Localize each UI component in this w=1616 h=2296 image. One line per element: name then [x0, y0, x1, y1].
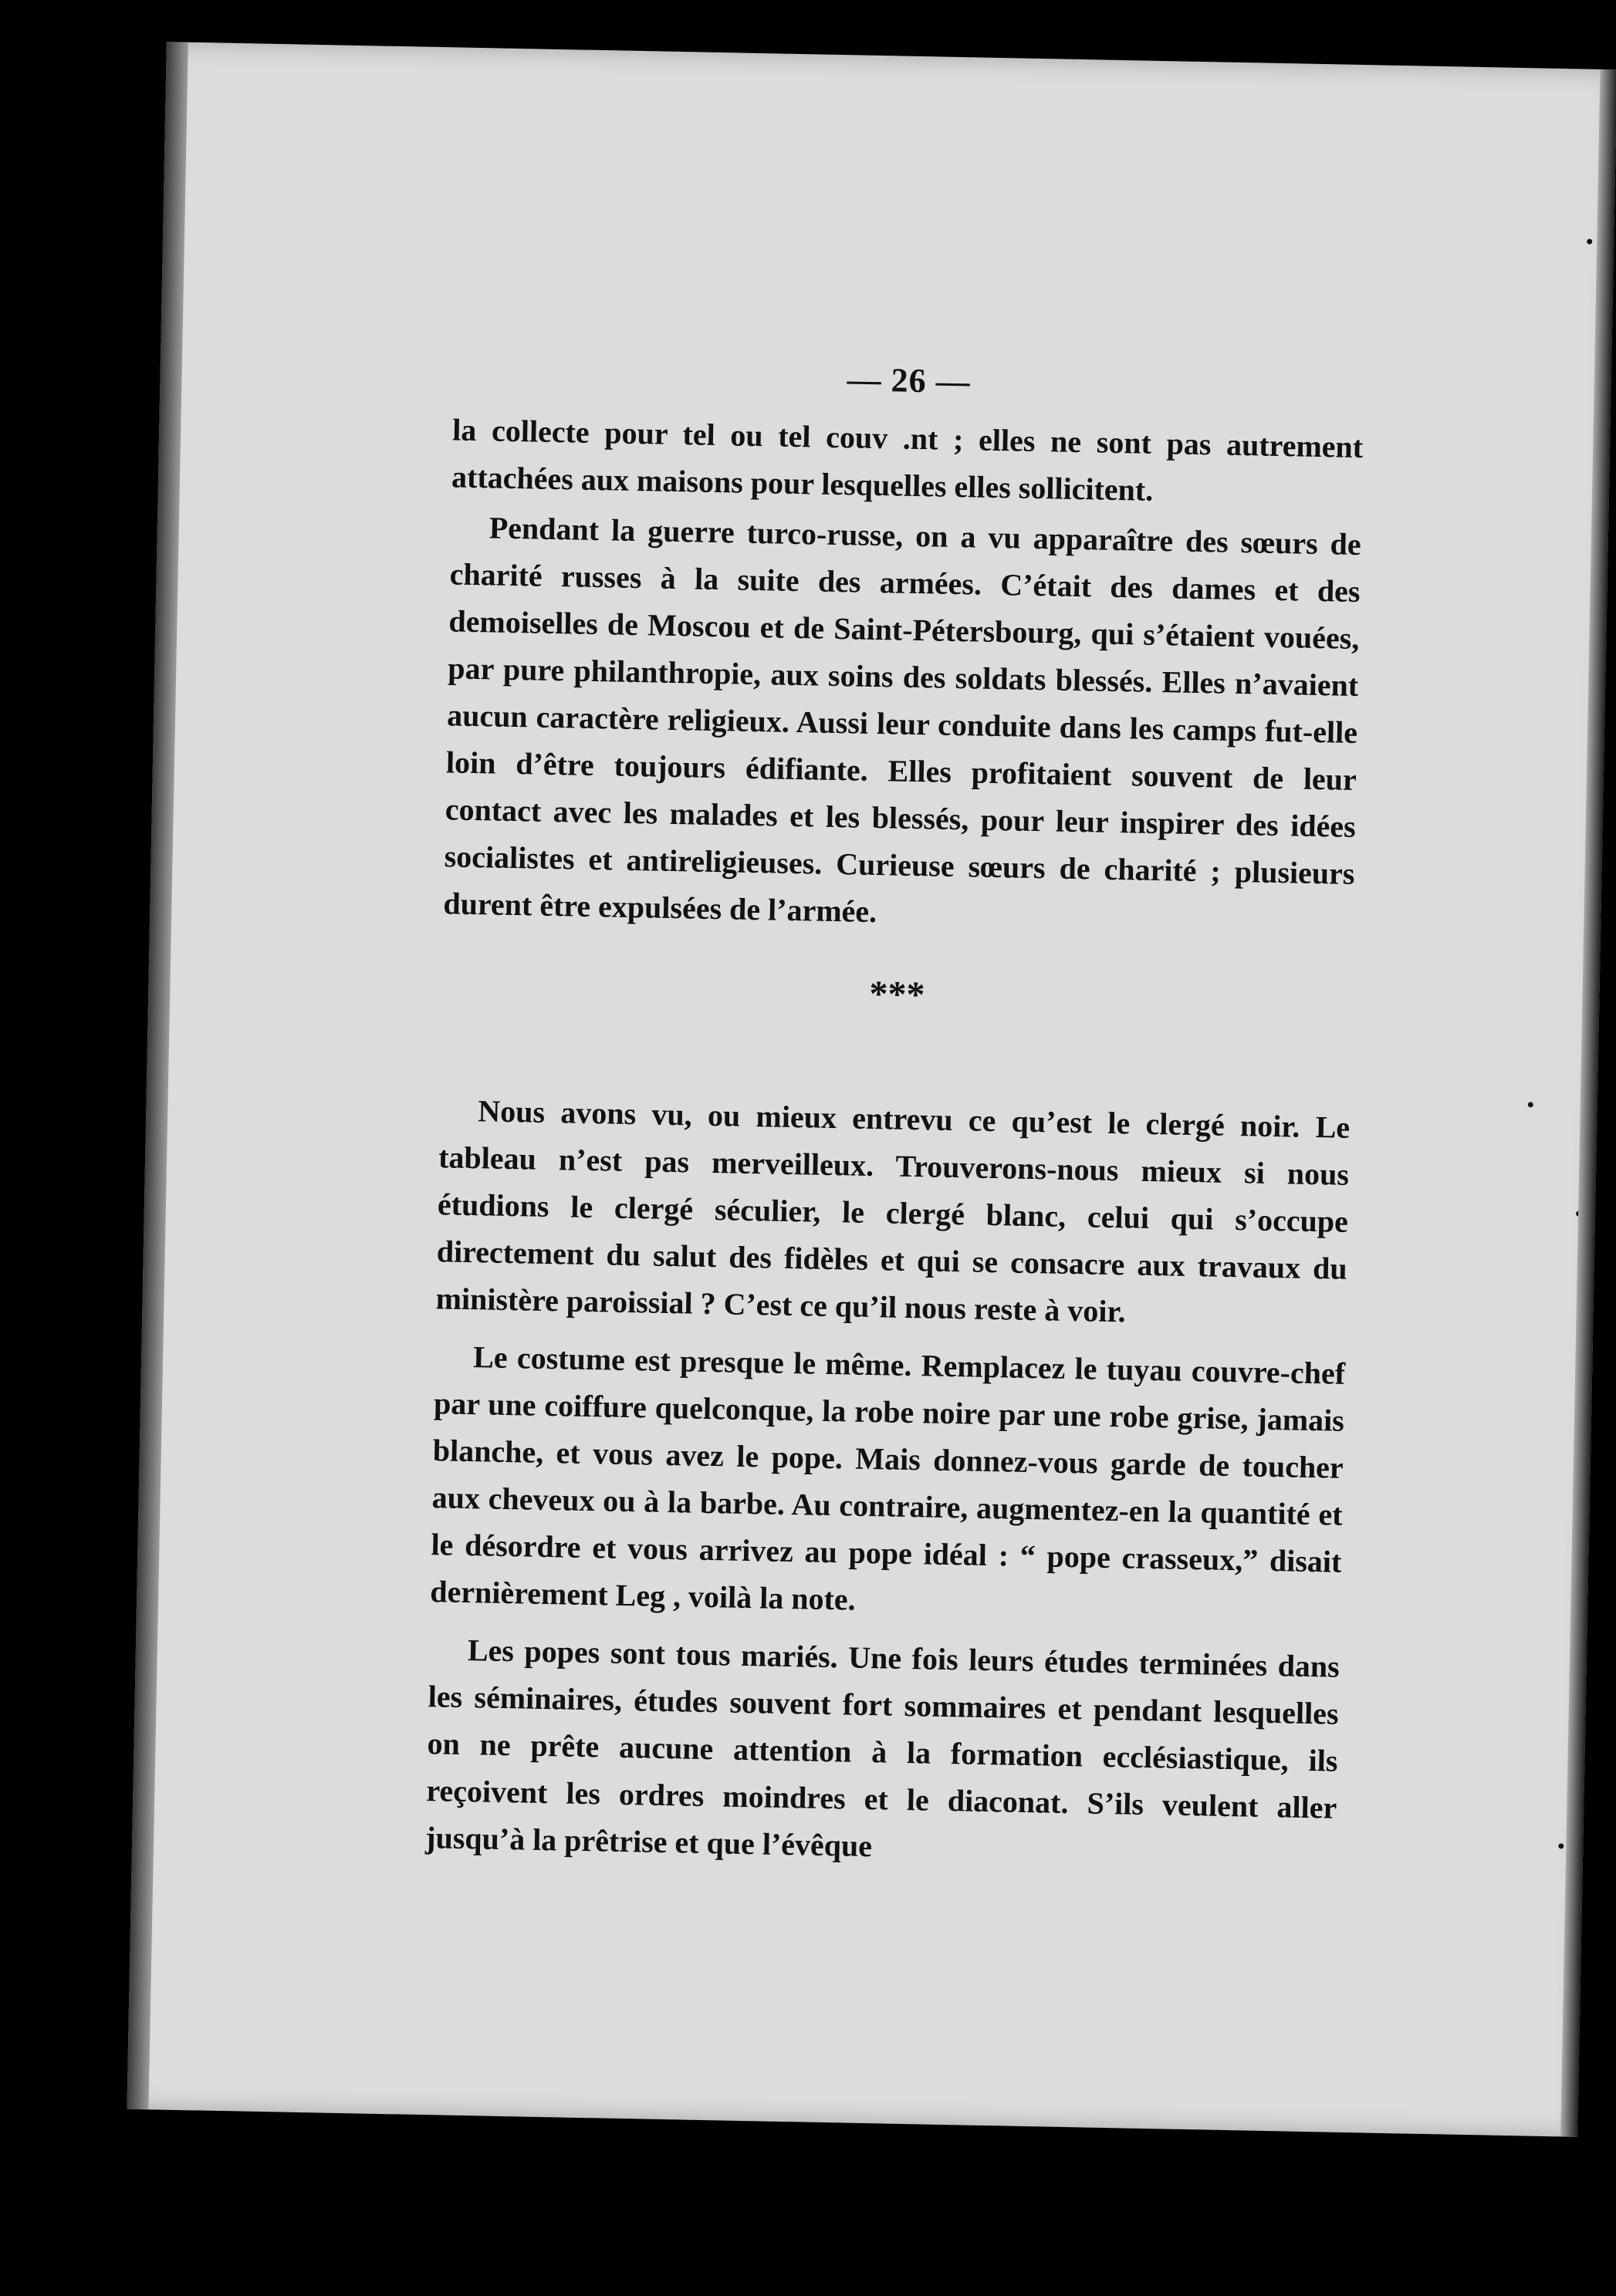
paragraph: la collecte pour tel ou tel couv .nt ; elles ne sont pas autrement attachées aux maisons pour lesquelles elles sollicitent.: [451, 412, 1364, 508]
section-separator: ***: [868, 973, 925, 1016]
ink-speck: [1587, 239, 1592, 245]
ink-speck: [1558, 1843, 1564, 1849]
paragraph: Pendant la guerre turco-russe, on a vu apparaître des sœurs de charité russes à la suite des armées. C’était des dames et des demoiselles de Moscou et de Saint-Pétersbourg, qui s’étaient vouées, par pure philanthropie, aux soins des soldats blessés. Elles n’avaient aucun caractère religieux. Aussi leur conduite dans les camps fut-elle loin d’être toujours édifiante. Elles profitaient souvent de leur contact avec les malades et les blessés, pour leur inspirer des idées socialistes et antireligieuses. Curieuse sœurs de charité ; plusieurs durent être expulsées de l’armée.: [443, 510, 1362, 930]
book-page: [127, 42, 1616, 2137]
paragraph: Les popes sont tous mariés. Une fois leurs études terminées dans les séminaires, études souvent fort sommaires et pendant lesquelles on ne prête aucune attention à la formation ecclésiastique, ils reçoivent les ordres moindres et le diaconat. S’ils veulent aller jusqu’à la prêtrise et que l’évêque: [424, 1633, 1340, 1864]
page-content: [425, 348, 1364, 1878]
paragraph: Nous avons vu, ou mieux entrevu ce qu’est le clergé noir. Le tableau n’est pas merveilleux. Trouverons-nous mieux si nous étudions le clergé séculier, le clergé blanc, celui qui s’occupe directement du salut des fidèles et qui se consacre aux travaux du ministère paroissial ? C’est ce qu’il nous reste à voir.: [435, 1093, 1351, 1329]
ink-speck: [1528, 1102, 1533, 1107]
ink-speck: [1576, 1211, 1581, 1217]
page-number: — 26 —: [847, 360, 972, 401]
paragraph: Le costume est presque le même. Remplacez le tuyau couvre-chef par une coiffure quelconque, la robe noire par une robe grise, jamais blanche, et vous avez le pope. Mais donnez-vous garde de toucher aux cheveux ou à la barbe. Au contraire, augmentez-en la quantité et le désordre et vous arrivez au pope idéal : “ pope crasseux,” disait dernièrement Leg , voilà la note.: [429, 1339, 1346, 1617]
